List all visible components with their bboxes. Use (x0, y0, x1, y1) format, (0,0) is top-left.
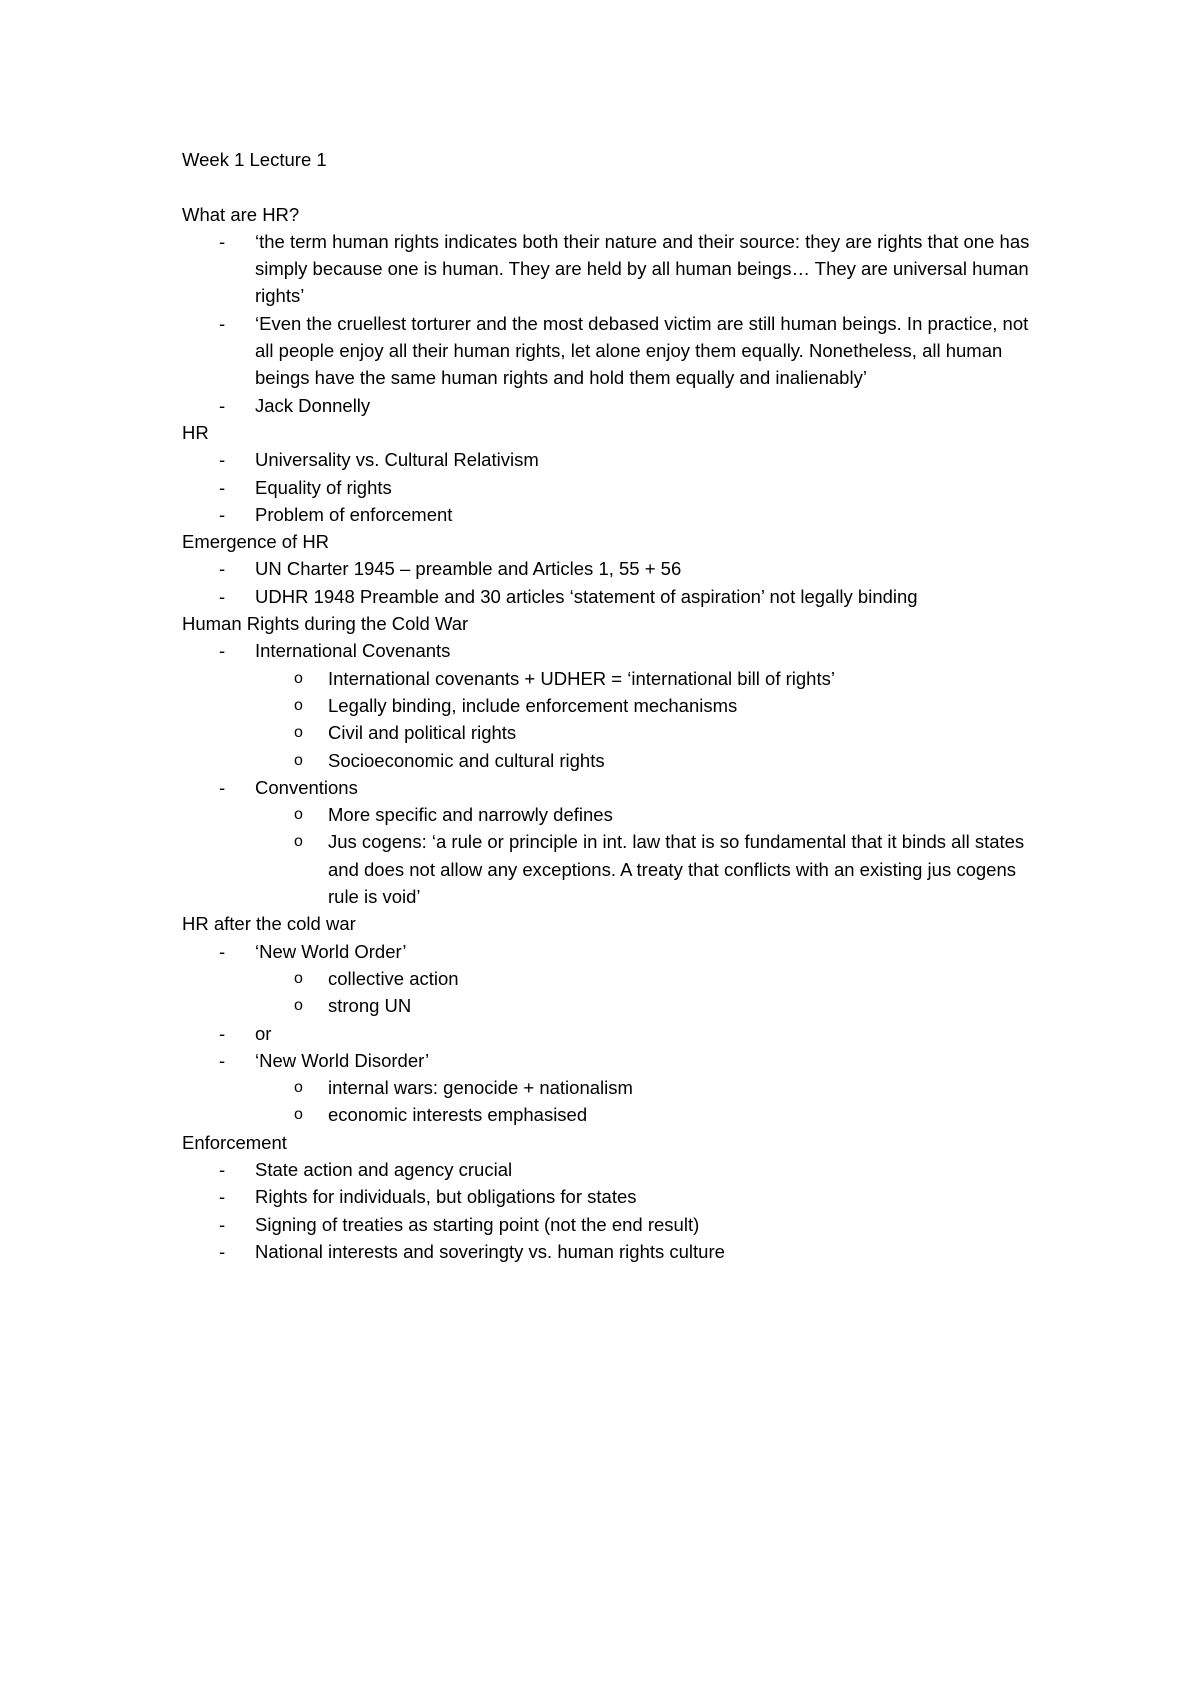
bullet-text: UDHR 1948 Preamble and 30 articles ‘statement of aspiration’ not legally binding (255, 585, 918, 607)
bullet-item (182, 392, 1042, 419)
section-heading: HR (182, 421, 209, 443)
sub-bullet-text: More specific and narrowly defines (328, 804, 613, 826)
dash-bullet-marker: - (219, 1049, 226, 1071)
bullet-text: ‘New World Disorder’ (255, 1049, 430, 1071)
bullet-text: International Covenants (255, 640, 451, 662)
dash-bullet-marker: - (219, 449, 226, 471)
sub-bullet-text: Civil and political rights (328, 722, 517, 744)
dash-bullet-marker: - (219, 940, 226, 962)
section (182, 528, 1042, 610)
dash-bullet-marker: - (219, 394, 226, 416)
bullet-item (182, 474, 1042, 501)
bullet-item (182, 501, 1042, 528)
bullet-item (182, 1183, 1042, 1210)
sub-bullet-text: strong UN (328, 995, 412, 1017)
dash-bullet-marker: - (219, 503, 226, 525)
dash-bullet-marker: - (219, 776, 226, 798)
bullet-text: Equality of rights (255, 476, 392, 498)
sub-bullet-text: Socioeconomic and cultural rights (328, 749, 605, 771)
section-heading: Emergence of HR (182, 531, 330, 553)
sub-bullet-text: economic interests emphasised (328, 1104, 588, 1126)
sub-bullet-text: International covenants + UDHER = ‘international bill of rights’ (328, 667, 835, 689)
bullet-item (182, 228, 1042, 310)
sub-bullet-item (182, 992, 1042, 1019)
section (182, 201, 1042, 419)
bullet-text: ‘Even the cruellest torturer and the most debased victim are still human beings. In practice, not all people enjoy all their human rights, let alone enjoy them equally. Nonetheless, all human beings have the same human rights and hold them equally and inalienably’ (255, 312, 1029, 389)
bullet-item (182, 583, 1042, 610)
dash-bullet-marker: - (219, 585, 226, 607)
bullet-text: or (255, 1022, 272, 1044)
document-title: Week 1 Lecture 1 (182, 149, 327, 170)
bullet-item (182, 938, 1042, 965)
circle-bullet-marker: o (294, 806, 303, 824)
document-body (182, 146, 1042, 1265)
sub-bullet-text: Legally binding, include enforcement mechanisms (328, 694, 738, 716)
bullet-item (182, 1047, 1042, 1074)
bullet-item (182, 1211, 1042, 1238)
sub-bullet-text: collective action (328, 967, 459, 989)
circle-bullet-marker: o (294, 1079, 303, 1097)
bullet-text: ‘the term human rights indicates both their nature and their source: they are rights that one has simply because one is human. They are held by all human beings… They are universal human rights’ (255, 230, 1030, 307)
sub-bullet-item (182, 719, 1042, 746)
section-heading: HR after the cold war (182, 913, 356, 935)
circle-bullet-marker: o (294, 833, 303, 851)
sub-bullet-item (182, 1074, 1042, 1101)
sub-bullet-item (182, 665, 1042, 692)
section-heading: Human Rights during the Cold War (182, 613, 469, 635)
sub-bullet-item (182, 1101, 1042, 1128)
bullet-item (182, 555, 1042, 582)
dash-bullet-marker: - (219, 1022, 226, 1044)
dash-bullet-marker: - (219, 1213, 226, 1235)
bullet-text: State action and agency crucial (255, 1158, 513, 1180)
section (182, 610, 1042, 910)
sub-bullet-item (182, 828, 1042, 910)
section (182, 1129, 1042, 1265)
circle-bullet-marker: o (294, 669, 303, 687)
bullet-text: UN Charter 1945 – preamble and Articles 1, 55 + 56 (255, 558, 682, 580)
dash-bullet-marker: - (219, 558, 226, 580)
dash-bullet-marker: - (219, 1240, 226, 1262)
section (182, 910, 1042, 1128)
circle-bullet-marker: o (294, 997, 303, 1015)
dash-bullet-marker: - (219, 1186, 226, 1208)
blank-line (182, 173, 1042, 200)
bullet-text: Universality vs. Cultural Relativism (255, 449, 539, 471)
sub-bullet-text: Jus cogens: ‘a rule or principle in int. law that is so fundamental that it binds all states and does not allow any exceptions. A treaty that conflicts with an existing jus cogens rule is void’ (328, 831, 1025, 908)
circle-bullet-marker: o (294, 969, 303, 987)
bullet-text: Conventions (255, 776, 358, 798)
circle-bullet-marker: o (294, 696, 303, 714)
bullet-text: ‘New World Order’ (255, 940, 407, 962)
circle-bullet-marker: o (294, 1106, 303, 1124)
bullet-item (182, 774, 1042, 801)
sub-bullet-item (182, 692, 1042, 719)
sub-bullet-text: internal wars: genocide + nationalism (328, 1077, 633, 1099)
dash-bullet-marker: - (219, 476, 226, 498)
bullet-item (182, 1156, 1042, 1183)
bullet-text: Rights for individuals, but obligations for states (255, 1186, 637, 1208)
circle-bullet-marker: o (294, 751, 303, 769)
bullet-text: Jack Donnelly (255, 394, 371, 416)
dash-bullet-marker: - (219, 1158, 226, 1180)
bullet-item (182, 637, 1042, 664)
section-heading: What are HR? (182, 203, 300, 225)
section (182, 419, 1042, 528)
dash-bullet-marker: - (219, 230, 226, 252)
sections-container (182, 201, 1042, 1266)
dash-bullet-marker: - (219, 640, 226, 662)
sub-bullet-item (182, 801, 1042, 828)
bullet-text: Signing of treaties as starting point (not the end result) (255, 1213, 700, 1235)
bullet-text: Problem of enforcement (255, 503, 453, 525)
bullet-item (182, 1020, 1042, 1047)
circle-bullet-marker: o (294, 724, 303, 742)
bullet-item (182, 446, 1042, 473)
bullet-text: National interests and soveringty vs. human rights culture (255, 1240, 725, 1262)
section-heading: Enforcement (182, 1131, 287, 1153)
bullet-item (182, 310, 1042, 392)
sub-bullet-item (182, 965, 1042, 992)
sub-bullet-item (182, 747, 1042, 774)
dash-bullet-marker: - (219, 312, 226, 334)
bullet-item (182, 1238, 1042, 1265)
